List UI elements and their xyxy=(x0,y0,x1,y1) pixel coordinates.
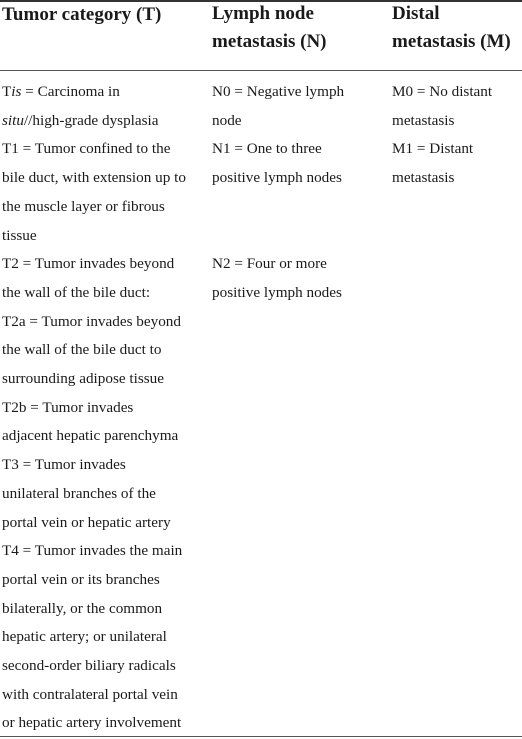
text: portal vein or hepatic artery xyxy=(2,513,171,531)
tumor-line xyxy=(2,537,202,566)
text: = Carcinoma in xyxy=(21,83,120,100)
text: T xyxy=(2,83,12,100)
text: bilaterally, or the common xyxy=(2,599,163,617)
tumor-line xyxy=(2,250,202,279)
tumor-line xyxy=(2,451,202,480)
text: second-order biliary radicals xyxy=(2,657,176,675)
text: T2b = Tumor invades xyxy=(2,398,134,416)
tumor-line xyxy=(2,279,202,308)
header-tumor-category xyxy=(2,1,202,29)
header-lymph-node-metastasis xyxy=(212,0,382,56)
distal-line: metastasis xyxy=(392,111,455,129)
header-line: Lymph node xyxy=(212,3,314,24)
lymph-node-cell xyxy=(212,78,382,308)
text: with contralateral portal vein xyxy=(2,685,178,703)
tumor-line xyxy=(2,222,202,251)
tumor-line xyxy=(2,135,202,164)
tumor-line xyxy=(2,623,202,652)
tumor-line xyxy=(2,652,202,681)
lymph-line: N2 = Four or more xyxy=(212,255,327,273)
tumor-line xyxy=(2,422,202,451)
text: tissue xyxy=(2,226,37,244)
bottom-rule xyxy=(0,736,522,737)
text: the muscle layer or fibrous xyxy=(2,197,165,215)
text: T4 = Tumor invades the main xyxy=(2,542,183,560)
header-distal-metastasis xyxy=(392,0,522,56)
tumor-line xyxy=(2,509,202,538)
text: or hepatic artery involvement xyxy=(2,714,182,732)
text: the wall of the bile duct: xyxy=(2,283,151,301)
text: portal vein or its branches xyxy=(2,570,160,588)
tumor-line xyxy=(2,308,202,337)
tumor-line xyxy=(2,193,202,222)
italic-text: is xyxy=(11,83,22,100)
blank-line xyxy=(212,222,382,251)
lymph-line: node xyxy=(212,111,242,129)
text: unilateral branches of the xyxy=(2,484,156,502)
text: T1 = Tumor confined to the xyxy=(2,140,171,158)
tumor-line xyxy=(2,566,202,595)
text: hepatic artery; or unilateral xyxy=(2,628,167,646)
italic-text: situ xyxy=(2,111,24,129)
header-line: Tumor category (T) xyxy=(2,4,162,25)
header-line: Distal xyxy=(392,3,440,24)
text: T2a = Tumor invades beyond xyxy=(2,312,181,330)
blank-line xyxy=(212,193,382,222)
header-line: metastasis (M) xyxy=(392,31,511,52)
header-line: metastasis (N) xyxy=(212,31,327,52)
tumor-line xyxy=(2,709,202,738)
lymph-line: N0 = Negative lymph xyxy=(212,83,345,100)
tumor-category-cell xyxy=(2,78,202,738)
distal-line: metastasis xyxy=(392,169,455,187)
text: surrounding adipose tissue xyxy=(2,370,164,388)
text: adjacent hepatic parenchyma xyxy=(2,427,179,445)
lymph-line: positive lymph nodes xyxy=(212,283,342,301)
text: T3 = Tumor invades xyxy=(2,456,126,474)
tumor-line xyxy=(2,595,202,624)
distal-line: M0 = No distant xyxy=(392,83,493,100)
text: //high-grade dysplasia xyxy=(23,111,159,129)
distal-line: M1 = Distant xyxy=(392,140,474,158)
lymph-line: positive lymph nodes xyxy=(212,169,342,187)
tumor-line xyxy=(2,394,202,423)
distal-metastasis-cell xyxy=(392,78,520,193)
tumor-line xyxy=(2,78,202,107)
tumor-line xyxy=(2,480,202,509)
tumor-line xyxy=(2,365,202,394)
header-rule xyxy=(0,70,522,71)
tumor-line xyxy=(2,164,202,193)
tumor-line xyxy=(2,107,202,136)
text: T2 = Tumor invades beyond xyxy=(2,255,175,273)
tumor-line xyxy=(2,336,202,365)
text: bile duct, with extension up to xyxy=(2,169,186,187)
text: the wall of the bile duct to xyxy=(2,341,162,359)
lymph-line: N1 = One to three xyxy=(212,140,322,158)
tumor-line xyxy=(2,681,202,710)
